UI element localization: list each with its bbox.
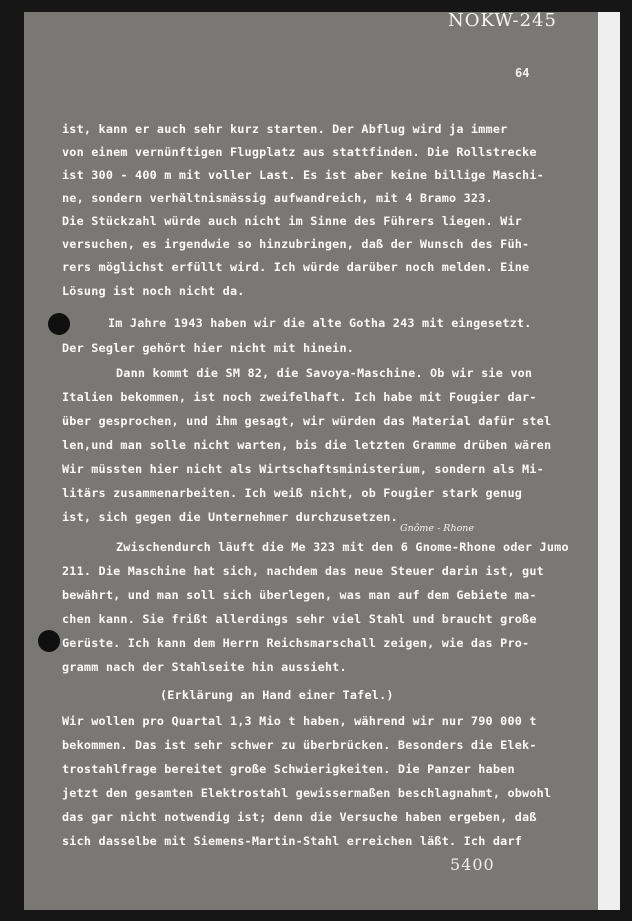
text-line: bewährt, und man soll sich überlegen, was man auf dem Gebiete ma- [62, 588, 537, 602]
text-line: len,und man solle nicht warten, bis die letzten Gramme drüben wären [62, 438, 552, 452]
text-line: Wir müssten hier nicht als Wirtschaftsministerium, sondern als Mi- [62, 462, 544, 476]
text-line: über gesprochen, und ihm gesagt, wir würden das Material dafür stel [62, 414, 552, 428]
text-line: Der Segler gehört hier nicht mit hinein. [62, 341, 355, 355]
text-line: rers möglichst erfüllt wird. Ich würde darüber noch melden. Eine [62, 260, 530, 274]
punch-hole-bottom [38, 630, 60, 652]
text-line: sich dasselbe mit Siemens-Martin-Stahl erreichen läßt. Ich darf [62, 834, 523, 848]
text-line: Zwischendurch läuft die Me 323 mit den 6 Gnome-Rhone oder Jumo [116, 540, 569, 554]
paper-edge-strip [598, 12, 620, 910]
text-line: ist 300 - 400 m mit voller Last. Es ist aber keine billige Maschi- [62, 168, 544, 182]
footer-page-number: 5400 [450, 855, 495, 874]
text-line: (Erklärung an Hand einer Tafel.) [160, 688, 394, 702]
text-line: Gerüste. Ich kann dem Herrn Reichsmarschall zeigen, wie das Pro- [62, 636, 530, 650]
text-line: ne, sondern verhältnismässig aufwandreich, mit 4 Bramo 323. [62, 191, 493, 205]
text-line: 211. Die Maschine hat sich, nachdem das neue Steuer darin ist, gut [62, 564, 544, 578]
text-line: bekommen. Das ist sehr schwer zu überbrücken. Besonders die Elek- [62, 738, 537, 752]
text-line: Italien bekommen, ist noch zweifelhaft. Ich habe mit Fougier dar- [62, 390, 537, 404]
text-line: chen kann. Sie frißt allerdings sehr viel Stahl und braucht große [62, 612, 537, 626]
text-line: das gar nicht notwendig ist; denn die Versuche haben ergeben, daß [62, 810, 537, 824]
text-line: litärs zusammenarbeiten. Ich weiß nicht, ob Fougier stark genug [62, 486, 523, 500]
text-line: ist, sich gegen die Unternehmer durchzusetzen. [62, 510, 398, 524]
punch-hole-top [48, 313, 70, 335]
handwritten-insert: Gnôme - Rhone [400, 523, 475, 534]
text-line: Wir wollen pro Quartal 1,3 Mio t haben, während wir nur 790 000 t [62, 714, 537, 728]
text-line: Lösung ist noch nicht da. [62, 284, 245, 298]
text-line: von einem vernünftigen Flugplatz aus stattfinden. Die Rollstrecke [62, 145, 537, 159]
document-stamp: NOKW-245 [448, 10, 557, 31]
text-line: Im Jahre 1943 haben wir die alte Gotha 243 mit eingesetzt. [108, 316, 532, 330]
page-number: 64 [515, 66, 530, 80]
text-line: Die Stückzahl würde auch nicht im Sinne des Führers liegen. Wir [62, 214, 523, 228]
text-line: trostahlfrage bereitet große Schwierigkeiten. Die Panzer haben [62, 762, 515, 776]
text-line: versuchen, es irgendwie so hinzubringen, daß der Wunsch des Füh- [62, 237, 530, 251]
text-line: ist, kann er auch sehr kurz starten. Der Abflug wird ja immer [62, 122, 508, 136]
text-line: jetzt den gesamten Elektrostahl gewissermaßen beschlagnahmt, obwohl [62, 786, 552, 800]
text-line: gramm nach der Stahlseite hin aussieht. [62, 660, 347, 674]
text-line: Dann kommt die SM 82, die Savoya-Maschine. Ob wir sie von [116, 366, 533, 380]
